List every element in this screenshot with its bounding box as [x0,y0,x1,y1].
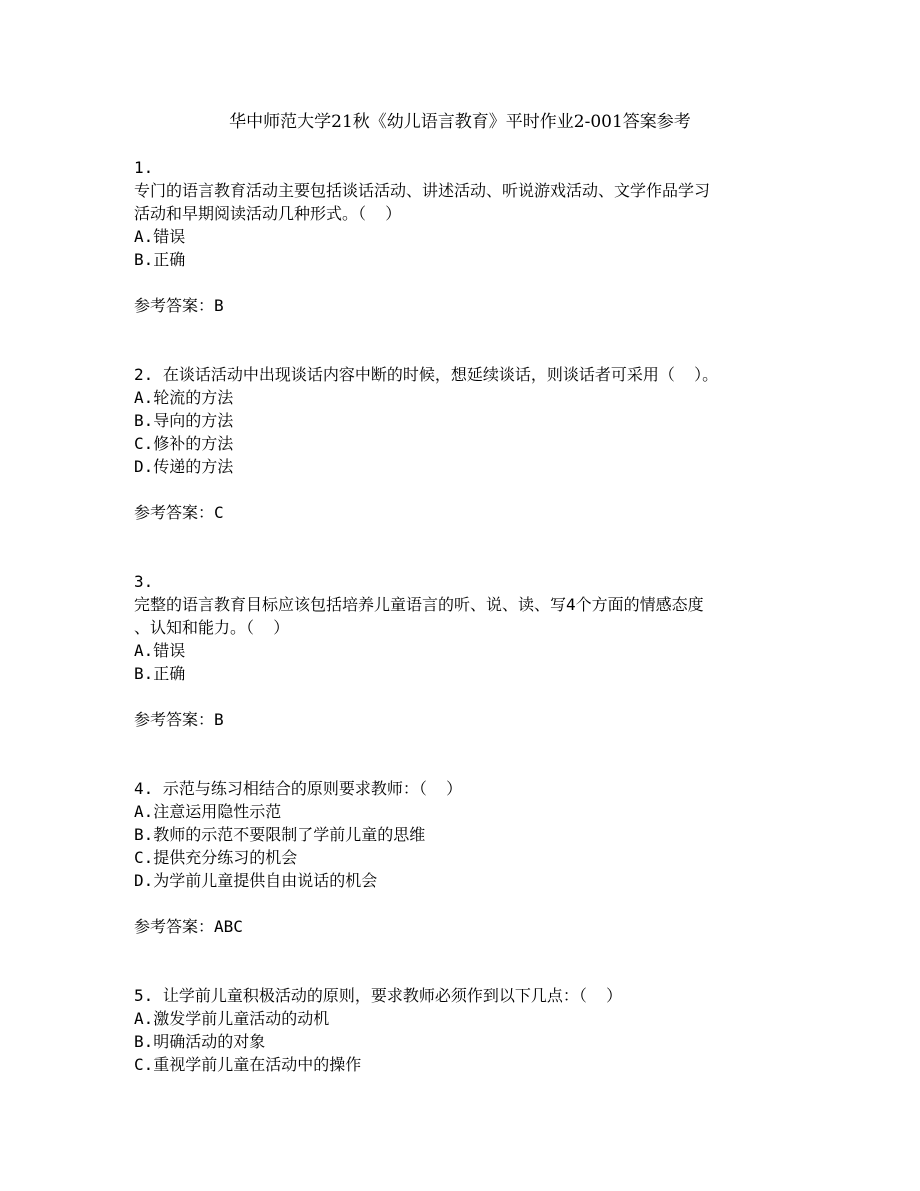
answer-value: C [214,503,224,522]
option-b: B.正确 [134,250,186,269]
option-c: C.提供充分练习的机会 [134,848,298,867]
answer-label: 参考答案： [134,710,215,729]
option-a: A.错误 [134,227,186,246]
document-title: 华中师范大学21秋《幼儿语言教育》平时作业2-001答案参考 [229,112,691,132]
answer-row [134,294,824,317]
option-a: A.错误 [134,641,186,660]
question-number: 3. [134,572,154,591]
question-text-line: 专门的语言教育活动主要包括谈话活动、讲述活动、听说游戏活动、文学作品学习 [134,181,711,200]
answer-row [134,708,824,731]
question-number: 1. [134,158,154,177]
question-text-line: 5. 让学前儿童积极活动的原则，要求教师必须作到以下几点：（ ） [134,986,623,1005]
option-a: A.激发学前儿童活动的动机 [134,1009,330,1028]
option-b: B.导向的方法 [134,411,234,430]
question-1 [134,156,824,317]
option-a: A.注意运用隐性示范 [134,802,282,821]
question-text-line: 活动和早期阅读活动几种形式。（ ） [134,204,402,223]
question-text-line: 4. 示范与练习相结合的原则要求教师：（ ） [134,779,463,798]
answer-label: 参考答案： [134,296,215,315]
question-2 [134,363,824,524]
answer-value: B [214,296,224,315]
answer-label: 参考答案： [134,917,215,936]
question-text-line: 、认知和能力。（ ） [134,618,290,637]
option-d: D.传递的方法 [134,457,234,476]
option-a: A.轮流的方法 [134,388,234,407]
question-text-line: 完整的语言教育目标应该包括培养儿童语言的听、说、读、写4个方面的情感态度 [134,595,704,614]
question-list [134,156,824,1076]
option-b: B.正确 [134,664,186,683]
answer-row [134,501,824,524]
answer-value: B [214,710,224,729]
option-d: D.为学前儿童提供自由说话的机会 [134,871,378,890]
answer-row [134,915,824,938]
answer-value: ABC [214,917,243,936]
option-b: B.明确活动的对象 [134,1032,266,1051]
question-5 [134,984,824,1076]
option-c: C.修补的方法 [134,434,234,453]
question-3 [134,570,824,731]
option-b: B.教师的示范不要限制了学前儿童的思维 [134,825,426,844]
question-4 [134,777,824,938]
option-c: C.重视学前儿童在活动中的操作 [134,1055,362,1074]
answer-label: 参考答案： [134,503,215,522]
question-text-line: 2. 在谈话活动中出现谈话内容中断的时候，想延续谈话，则谈话者可采用（ ）。 [134,365,719,384]
